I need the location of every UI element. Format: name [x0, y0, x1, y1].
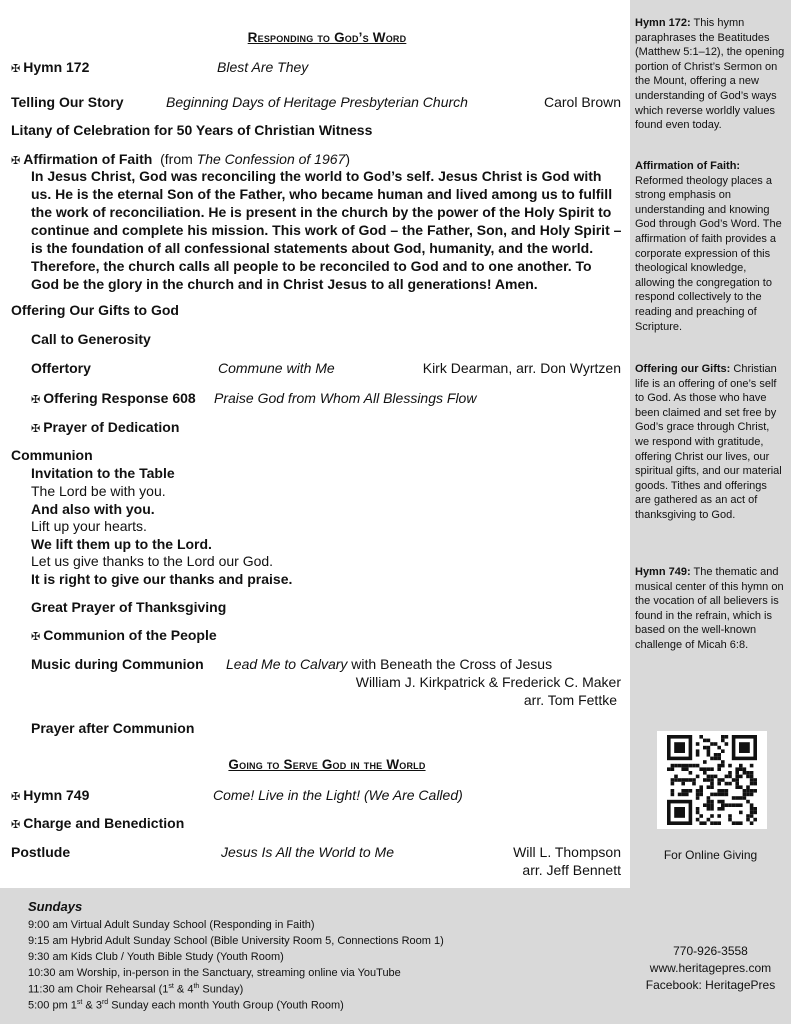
communion-line: Lift up your hearts.	[31, 518, 147, 534]
affirmation-label: ✠ Affirmation of Faith (from The Confession of 1967)	[11, 151, 350, 167]
cross-icon: ✠	[11, 63, 21, 75]
schedule-item: 10:30 am Worship, in-person in the Sanctuary, streaming online via YouTube	[28, 967, 401, 979]
cross-icon: ✠	[11, 791, 21, 803]
note-affirmation: Affirmation of Faith: Reformed theology places a strong emphasis on understanding and knowing God through God’s Word. The affirmation of faith provides a corporate expression of this theological knowledge, allowing the congregation to respond collectively to the reading and preaching of Scripture.	[635, 160, 782, 333]
prayer-after-communion: Prayer after Communion	[31, 720, 195, 736]
schedule-item: 11:30 am Choir Rehearsal (1st & 4th Sunday)	[28, 983, 244, 996]
section-heading-responding: Responding to God’s Word	[247, 30, 407, 45]
schedule-item: 9:00 am Virtual Adult Sunday School (Responding in Faith)	[28, 919, 315, 931]
section-heading-going: Going to Serve God in the World	[228, 757, 426, 772]
schedule-item: 9:15 am Hybrid Adult Sunday School (Bible University Room 5, Connections Room 1)	[28, 935, 444, 947]
communion-line: Let us give thanks to the Lord our God.	[31, 553, 274, 569]
qr-caption: For Online Giving	[663, 848, 758, 862]
prayer-of-dedication: ✠ Prayer of Dedication	[31, 419, 180, 435]
communion-line: We lift them up to the Lord.	[31, 535, 212, 552]
note-hymn-172: Hymn 172: This hymn paraphrases the Beatitudes (Matthew 5:1–12), the opening portion of Christ’s Sermon on the Mount, offering a new understanding of God’s ways which reverse worldly values found even today.	[635, 17, 785, 132]
website-link[interactable]: www.heritagepres.com	[649, 961, 772, 975]
invitation-to-table: Invitation to the Table	[31, 465, 175, 481]
telling-story-person: Carol Brown	[543, 94, 621, 110]
schedule-item: 5:00 pm 1st & 3rd Sunday each month Youth Group (Youth Room)	[28, 999, 344, 1012]
cross-icon: ✠	[11, 819, 21, 831]
music-arranger: arr. Tom Fettke	[523, 692, 617, 708]
offering-response-label: ✠ Offering Response 608	[31, 390, 196, 406]
litany-label: Litany of Celebration for 50 Years of Christian Witness	[11, 122, 373, 138]
footer-title: Sundays	[28, 899, 83, 914]
great-prayer: Great Prayer of Thanksgiving	[31, 599, 227, 615]
telling-story-label: Telling Our Story	[11, 94, 124, 110]
cross-icon: ✠	[31, 631, 41, 643]
communion-line: And also with you.	[31, 500, 155, 517]
music-communion-label: Music during Communion	[31, 656, 204, 672]
postlude-person: Will L. Thompson	[513, 844, 621, 860]
postlude-arranger: arr. Jeff Bennett	[522, 862, 621, 878]
telling-story-title: Beginning Days of Heritage Presbyterian Church	[166, 94, 468, 110]
cross-icon: ✠	[11, 155, 21, 167]
communion-of-people: ✠ Communion of the People	[31, 627, 217, 643]
hymn-749-title: Come! Live in the Light! (We Are Called)	[213, 787, 463, 803]
qr-code-icon[interactable]	[657, 731, 767, 829]
affirmation-text: In Jesus Christ, God was reconciling the world to God’s self. Jesus Christ is God with us. He is the eternal Son of the Father, who became human and lived among us to fulfill the work of reconciliation. He is present in the church by the power of the Holy Spirit to continue and complete his mission. This work of God – the Father, Son, and Holy Spirit – is the foundation of all confessional statements about God, humanity, and the world. Therefore, the church calls all people to be reconciled to God and to one another. To God be the glory in the church and in Christ Jesus to all generations! Amen.	[31, 168, 622, 292]
schedule-item: 9:30 am Kids Club / Youth Bible Study (Youth Room)	[28, 951, 284, 963]
postlude-label: Postlude	[11, 844, 71, 860]
postlude-title: Jesus Is All the World to Me	[221, 844, 394, 860]
facebook-link[interactable]: Facebook: HeritagePres	[645, 978, 776, 992]
hymn-172-label: ✠ Hymn 172	[11, 59, 90, 75]
music-composers: William J. Kirkpatrick & Frederick C. Maker	[355, 674, 621, 690]
charge-benediction: ✠ Charge and Benediction	[11, 815, 185, 831]
note-offering: Offering our Gifts: Christian life is an offering of one’s self to God. As those who have been claimed and set free by God’s grace through Christ, we respond with gratitude, offering Christ our lives, our spiritual gifts, and our material goods. Tithes and offerings are gathered as an act of thanksgiving to God.	[635, 363, 782, 521]
offertory-label: Offertory	[31, 360, 91, 376]
note-hymn-749: Hymn 749: The thematic and musical center of this hymn on the vocation of all believers is found in the refrain, which is based on the well-known challenge of Micah 6:8.	[635, 566, 784, 651]
hymn-749-label: ✠ Hymn 749	[11, 787, 90, 803]
offering-response-title: Praise God from Whom All Blessings Flow	[214, 390, 477, 406]
call-to-generosity: Call to Generosity	[31, 331, 151, 347]
phone-number[interactable]: 770-926-3558	[673, 944, 748, 958]
communion-line: The Lord be with you.	[31, 483, 166, 499]
music-communion-title: Lead Me to Calvary with Beneath the Cross of Jesus	[226, 656, 553, 672]
offertory-title: Commune with Me	[218, 360, 335, 376]
communion-line: It is right to give our thanks and praise.	[31, 570, 293, 587]
cross-icon: ✠	[31, 423, 41, 435]
communion-label: Communion	[11, 447, 93, 463]
offering-label: Offering Our Gifts to God	[11, 302, 179, 318]
cross-icon: ✠	[31, 394, 41, 406]
offertory-person: Kirk Dearman, arr. Don Wyrtzen	[422, 360, 621, 376]
hymn-172-title: Blest Are They	[217, 59, 309, 75]
